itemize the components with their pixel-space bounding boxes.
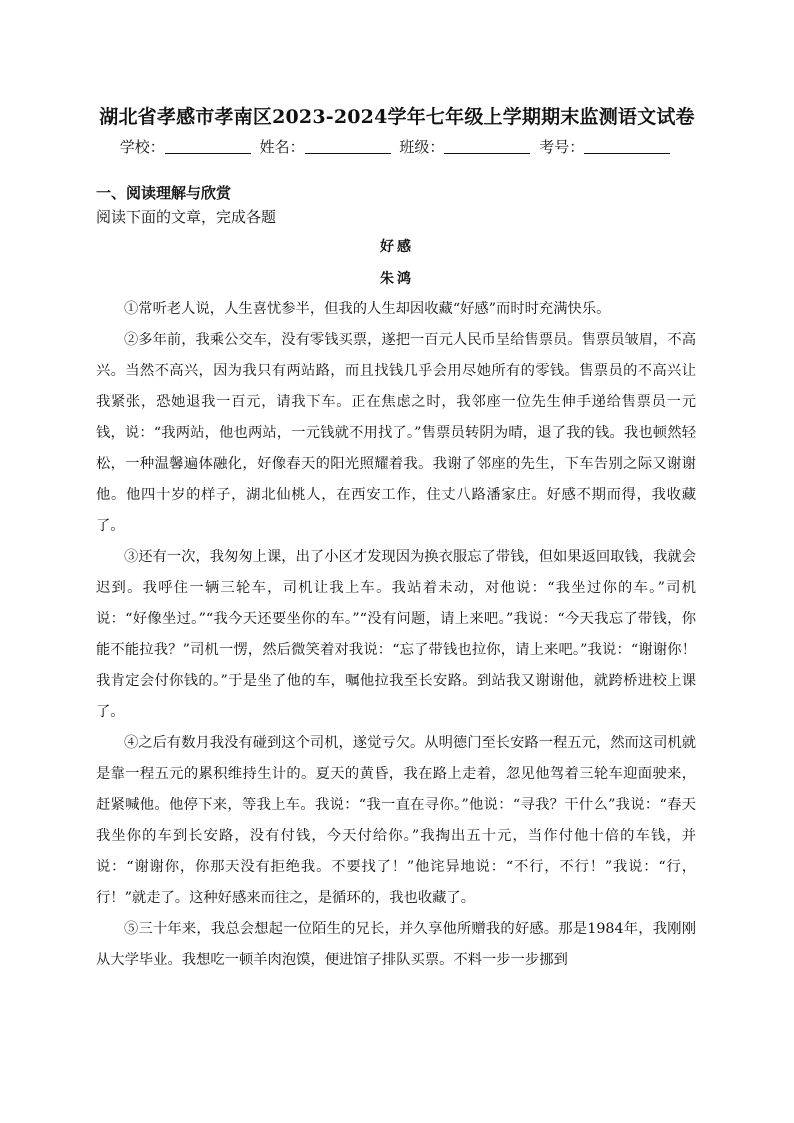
name-label: 姓名： [259,138,305,156]
paragraph-5: ⑤三十年来，我总会想起一位陌生的兄长，并久享他所赠我的好感。那是1984年，我刚刚从大学毕业。我想吃一顿羊肉泡馍，便进馆子排队买票。不料一步一步挪到 [96,921,696,968]
article-author: 朱鸿 [380,271,414,287]
class-label: 班级： [399,138,445,156]
exam-title: 湖北省孝感市孝南区2023-2024学年七年级上学期期末监测语文试卷 [99,106,695,128]
article-title: 好感 [380,239,414,255]
paragraph-1: ①常听老人说，人生喜忧参半，但我的人生却因收藏“好感”而时时充满快乐。 [124,301,611,317]
section-heading: 一、阅读理解与欣赏 [96,184,232,202]
name-blank [305,139,391,154]
school-label: 学校： [119,138,165,156]
reading-instruction: 阅读下面的文章，完成各题 [96,208,277,226]
student-info-line [0,136,794,157]
class-blank [444,139,530,154]
paragraph-4: ④之后有数月我没有碰到这个司机，遂觉亏欠。从明德门至长安路一程五元，然而这司机就是靠一程五元的累积维持生计的。夏天的黄昏，我在路上走着，忽见他驾着三轮车迎面驶来，赶紧喊他。他停下来，等我上车。我说：“我一直在寻你。”他说：“寻我？干什么”我说：“春天我坐你的车到长安路，没有付钱，今天付给你。”我掏出五十元，当作付他十倍的车钱，并说：“谢谢你，你那天没有拒绝我。不要找了！”他诧异地说：“不行，不行！”我说：“行，行！”就走了。这种好感来而往之，是循环的，我也收藏了。 [96,735,696,906]
article-body [96,294,696,1014]
school-blank [165,139,251,154]
exam-number-label: 考号： [539,138,585,156]
paragraph-2: ②多年前，我乘公交车，没有零钱买票，遂把一百元人民币呈给售票员。售票员皱眉，不高兴。当然不高兴，因为我只有两站路，而且找钱几乎会用尽她所有的零钱。售票员的不高兴让我紧张，恐她退我一百元，请我下车。正在焦虑之时，我邻座一位先生伸手递给售票员一元钱，说：“我两站，他也两站，一元钱就不用找了。”售票员转阴为晴，退了我的钱。我也顿然轻松，一种温馨遍体融化，好像春天的阳光照耀着我。我谢了邻座的先生，下车告别之际又谢谢他。他四十岁的样子，湖北仙桃人，在西安工作，住丈八路潘家庄。好感不期而得，我收藏了。 [96,332,696,534]
exam-number-blank [584,139,670,154]
paragraph-3: ③还有一次，我匆匆上课，出了小区才发现因为换衣服忘了带钱，但如果返回取钱，我就会迟到。我呼住一辆三轮车，司机让我上车。我站着未动，对他说：“我坐过你的车。”司机说：“好像坐过。”“我今天还要坐你的车。”“没有问题，请上来吧。”我说：“今天我忘了带钱，你能不能拉我？”司机一愣，然后微笑着对我说：“忘了带钱也拉你，请上来吧。”我说：“谢谢你！我肯定会付你钱的。”于是坐了他的车，嘱他拉我至长安路。到站我又谢谢他，就跨桥进校上课了。 [96,549,696,720]
